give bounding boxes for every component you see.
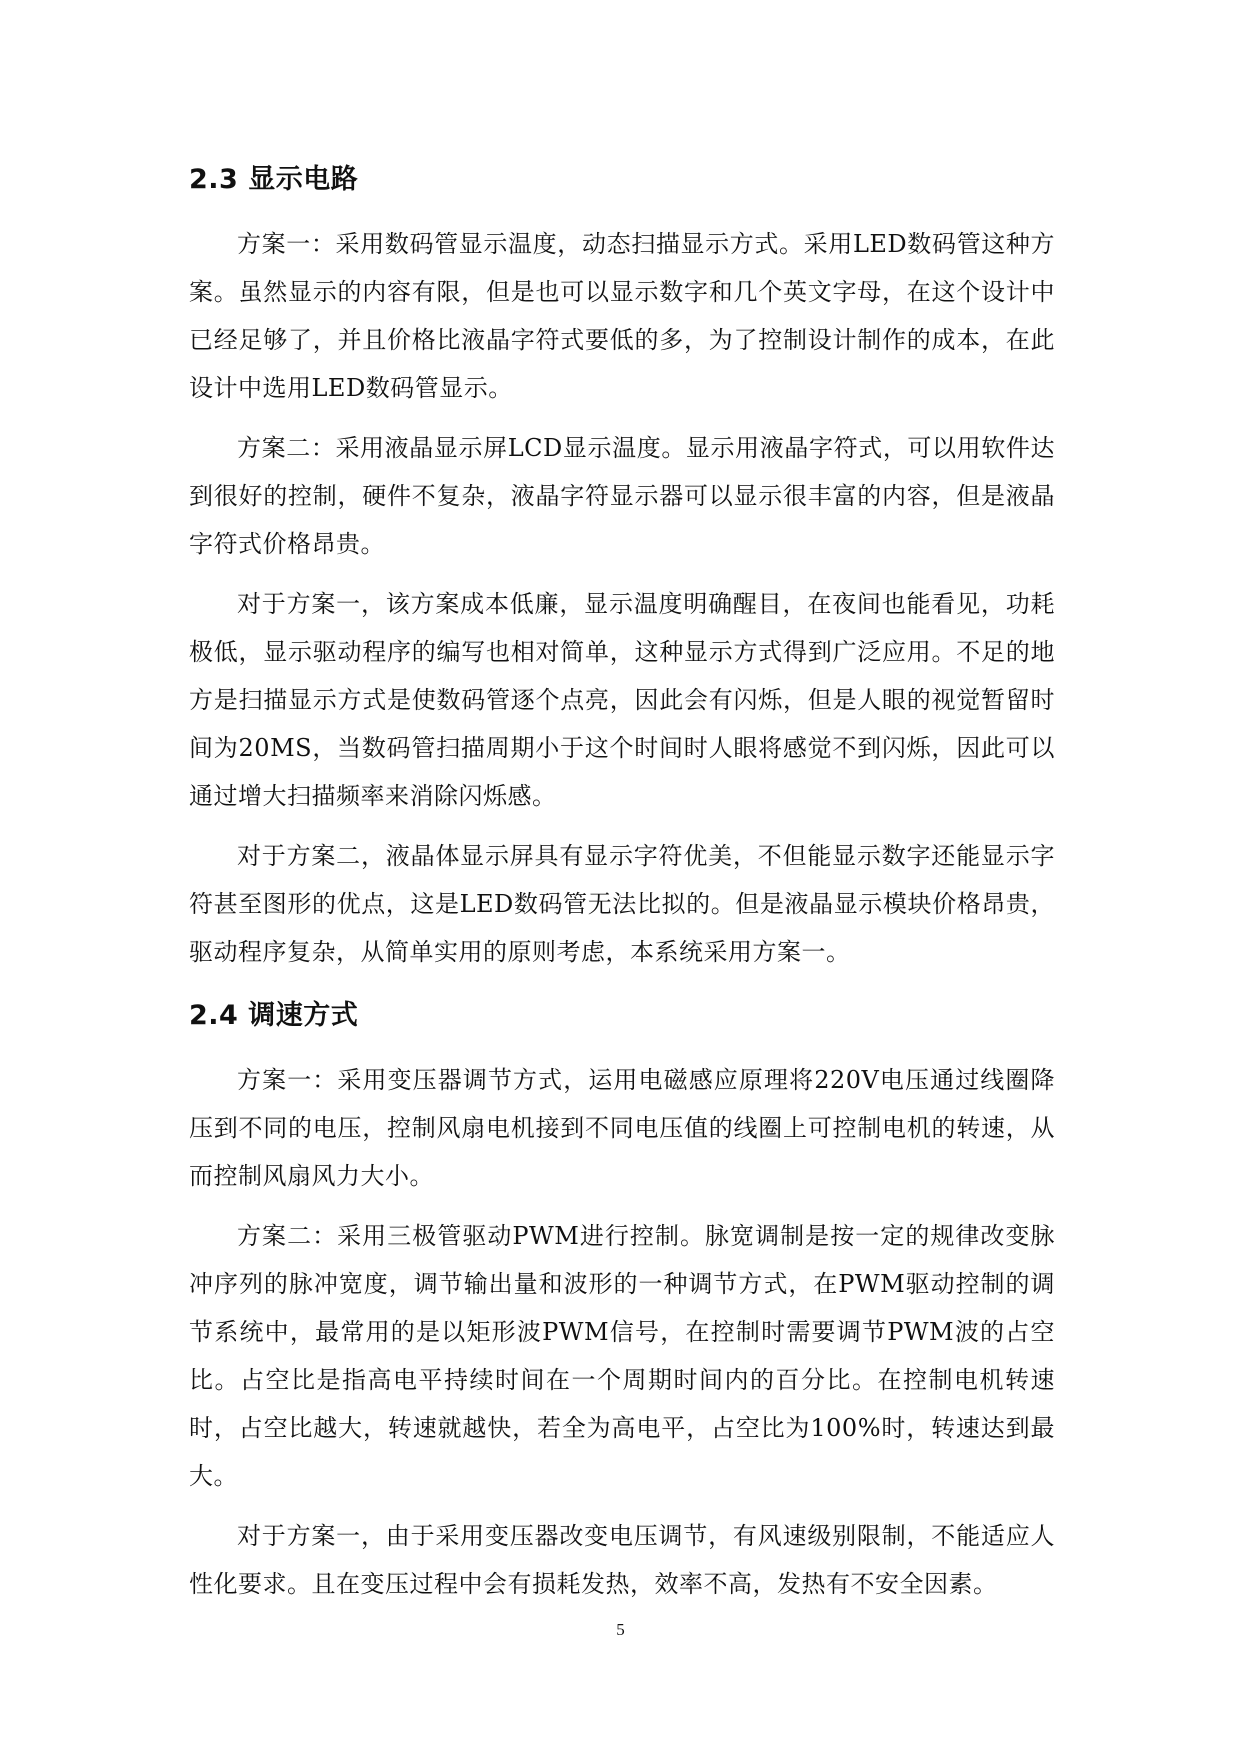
paragraph: 对于方案二，液晶体显示屏具有显示字符优美，不但能显示数字还能显示字符甚至图形的优点，这是LED数码管无法比拟的。但是液晶显示模块价格昂贵，驱动程序复杂，从简单实用的原则考虑，本系统采用方案一。 [189,842,1055,966]
paragraph: 方案二：采用三极管驱动PWM进行控制。脉宽调制是按一定的规律改变脉冲序列的脉冲宽度，调节输出量和波形的一种调节方式，在PWM驱动控制的调节系统中，最常用的是以矩形波PWM信号，在控制时需要调节PWM波的占空比。占空比是指高电平持续时间在一个周期时间内的百分比。在控制电机转速时，占空比越大，转速就越快，若全为高电平，占空比为100%时，转速达到最大。 [189,1222,1055,1490]
section-heading-speed-control: 2.4 调速方式 [189,1000,359,1031]
paragraph: 方案二：采用液晶显示屏LCD显示温度。显示用液晶字符式，可以用软件达到很好的控制，硬件不复杂，液晶字符显示器可以显示很丰富的内容，但是液晶字符式价格昂贵。 [189,434,1055,558]
page-number: 5 [616,1620,625,1639]
paragraph: 方案一：采用数码管显示温度，动态扫描显示方式。采用LED数码管这种方案。虽然显示的内容有限，但是也可以显示数字和几个英文字母，在这个设计中已经足够了，并且价格比液晶字符式要低的多，为了控制设计制作的成本，在此设计中选用LED数码管显示。 [189,230,1055,402]
page-body [189,160,1055,1620]
paragraph: 对于方案一，该方案成本低廉，显示温度明确醒目，在夜间也能看见，功耗极低，显示驱动程序的编写也相对简单，这种显示方式得到广泛应用。不足的地方是扫描显示方式是使数码管逐个点亮，因此会有闪烁，但是人眼的视觉暂留时间为20MS，当数码管扫描周期小于这个时间时人眼将感觉不到闪烁，因此可以通过增大扫描频率来消除闪烁感。 [189,590,1055,810]
paragraph: 对于方案一，由于采用变压器改变电压调节，有风速级别限制，不能适应人性化要求。且在变压过程中会有损耗发热，效率不高，发热有不安全因素。 [189,1522,1055,1598]
section-heading-display-circuit: 2.3 显示电路 [189,164,359,195]
paragraph: 方案一：采用变压器调节方式，运用电磁感应原理将220V电压通过线圈降压到不同的电压，控制风扇电机接到不同电压值的线圈上可控制电机的转速，从而控制风扇风力大小。 [189,1066,1055,1190]
